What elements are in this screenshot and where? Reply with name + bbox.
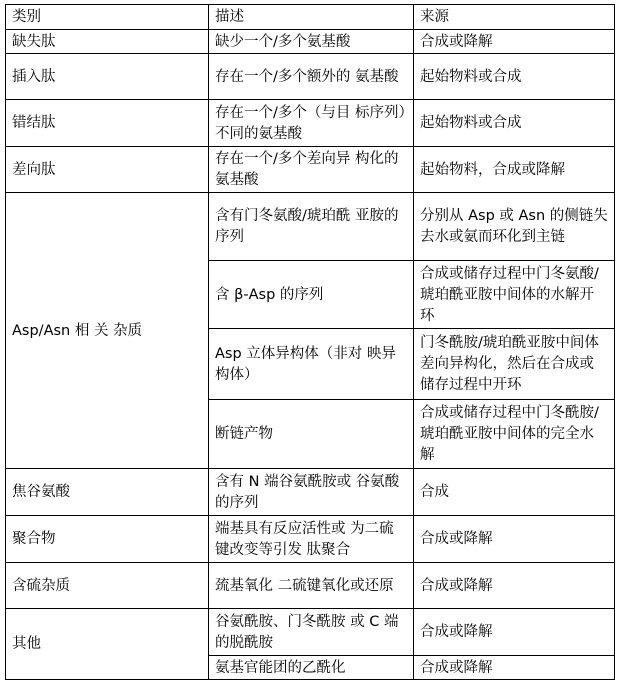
row-description: 缺少一个/多个氨基酸 xyxy=(209,30,414,54)
row-description: 存在一个/多个额外的 氨基酸 xyxy=(209,54,414,100)
row-description: 巯基氧化 二硫键氧化或还原 xyxy=(209,563,414,609)
table-row xyxy=(6,516,615,563)
impurity-table xyxy=(5,4,615,680)
row-description: 存在一个/多个（与目 标序列）不同的氨基酸 xyxy=(209,100,414,147)
row-source: 合成或降解 xyxy=(414,656,615,680)
row-description: 含有门冬氨酸/琥珀酰 亚胺的序列 xyxy=(209,193,414,261)
row-description: 氨基官能团的乙酰化 xyxy=(209,656,414,680)
row-category: 含硫杂质 xyxy=(6,563,209,609)
row-category: Asp/Asn 相 关 杂质 xyxy=(6,193,209,469)
row-category: 缺失肽 xyxy=(6,30,209,54)
row-source: 起始物料，合成或降解 xyxy=(414,147,615,193)
row-description: 含 β-Asp 的序列 xyxy=(209,261,414,329)
table-row xyxy=(6,563,615,609)
table-row xyxy=(6,54,615,100)
row-description: 存在一个/多个差向异 构化的氨基酸 xyxy=(209,147,414,193)
row-source: 合成或降解 xyxy=(414,516,615,563)
table-row xyxy=(6,100,615,147)
header-row xyxy=(6,5,615,30)
row-category: 其他 xyxy=(6,609,209,680)
row-category: 聚合物 xyxy=(6,516,209,563)
row-description: 含有 N 端谷氨酰胺或 谷氨酸的序列 xyxy=(209,469,414,516)
row-source: 合成或储存过程中门冬酰胺/ 琥珀酰亚胺中间体的完全水 解 xyxy=(414,400,615,469)
row-category: 错结肽 xyxy=(6,100,209,147)
table-row xyxy=(6,147,615,193)
header-source: 来源 xyxy=(414,5,615,30)
row-source: 合成或降解 xyxy=(414,563,615,609)
row-source: 起始物料或合成 xyxy=(414,100,615,147)
row-description: 谷氨酰胺、门冬酰胺 或 C 端的脱酰胺 xyxy=(209,609,414,656)
header-category: 类别 xyxy=(6,5,209,30)
table-row xyxy=(6,609,615,656)
row-description: Asp 立体异构体（非对 映异构体） xyxy=(209,329,414,400)
table-row xyxy=(6,30,615,54)
table-row xyxy=(6,469,615,516)
row-source: 起始物料或合成 xyxy=(414,54,615,100)
row-source: 合成 xyxy=(414,469,615,516)
row-category: 差向肽 xyxy=(6,147,209,193)
row-source: 合成或降解 xyxy=(414,30,615,54)
row-source: 分别从 Asp 或 Asn 的侧链失 去水或氨而环化到主链 xyxy=(414,193,615,261)
row-category: 插入肽 xyxy=(6,54,209,100)
row-description: 端基具有反应活性或 为二硫键改变等引发 肽聚合 xyxy=(209,516,414,563)
row-source: 合成或降解 xyxy=(414,609,615,656)
table-row xyxy=(6,193,615,261)
row-description: 断链产物 xyxy=(209,400,414,469)
row-source: 门冬酰胺/琥珀酰亚胺中间体 差向异构化，然后在合成或 储存过程中开环 xyxy=(414,329,615,400)
row-category: 焦谷氨酸 xyxy=(6,469,209,516)
row-source: 合成或储存过程中门冬氨酸/ 琥珀酰亚胺中间体的水解开 环 xyxy=(414,261,615,329)
header-description: 描述 xyxy=(209,5,414,30)
